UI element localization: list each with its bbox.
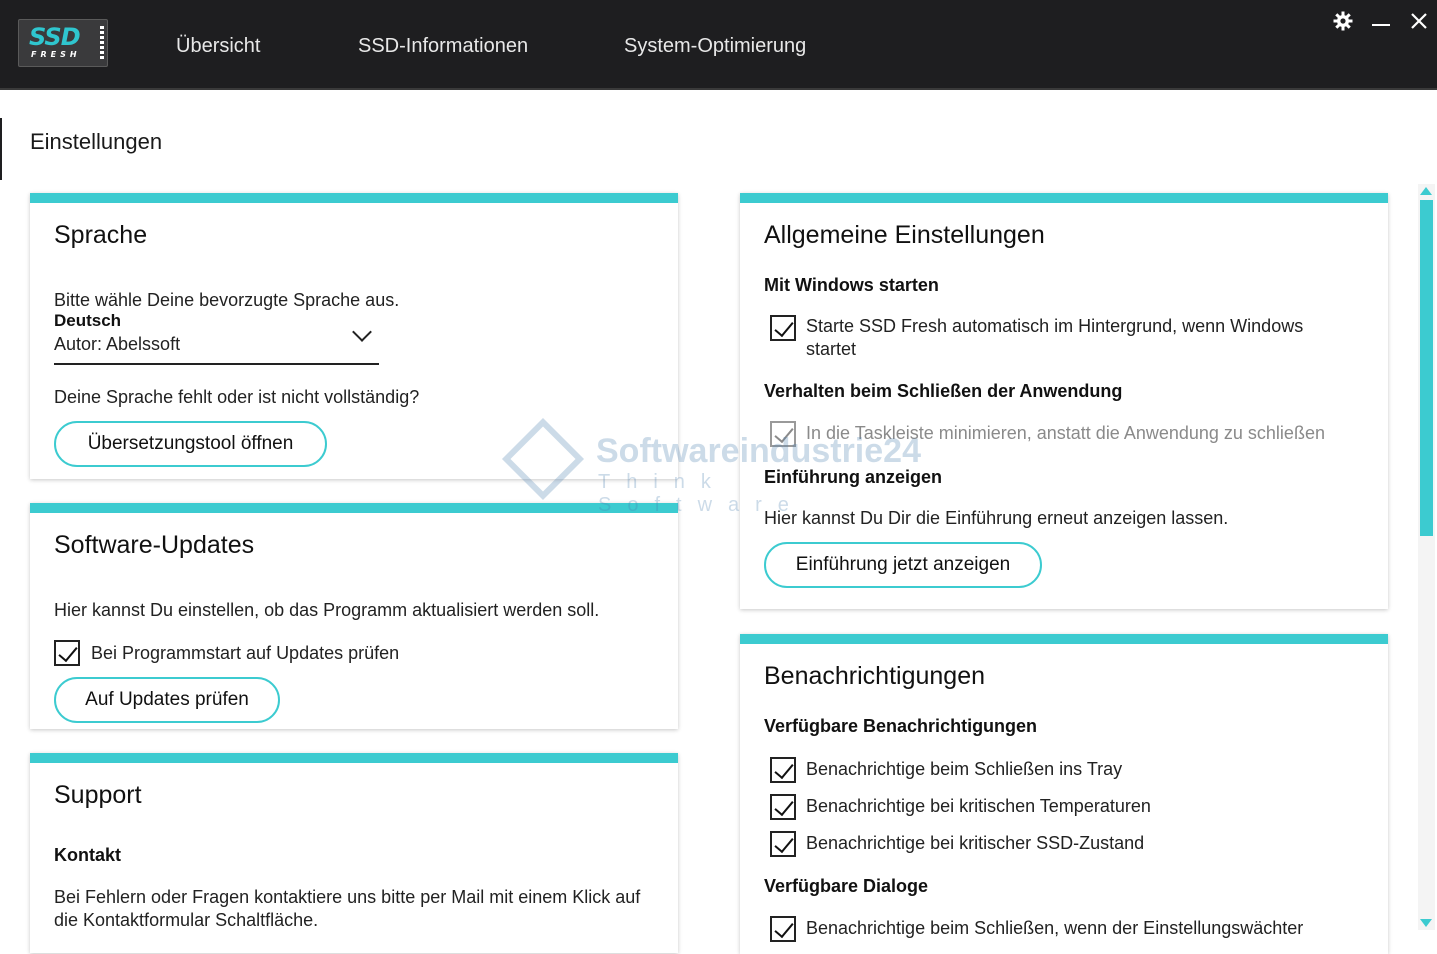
check-updates-button[interactable]: Auf Updates prüfen (54, 677, 280, 723)
gear-icon[interactable] (1330, 8, 1356, 34)
notify-ssd-state-checkbox[interactable] (770, 831, 796, 857)
card-support (30, 753, 678, 953)
left-edge-accent (0, 118, 2, 180)
app-logo[interactable] (18, 19, 108, 67)
card-title-benachrichtigungen: Benachrichtigungen (764, 662, 985, 690)
intro-text: Hier kannst Du Dir die Einführung erneut anzeigen lassen. (764, 508, 1229, 528)
minimize-to-tray-label: In die Taskleiste minimieren, anstatt die Anwendung zu schließen (806, 423, 1325, 443)
dialog-settings-watcher-checkbox[interactable] (770, 916, 796, 942)
nav-uebersicht[interactable]: Übersicht (176, 35, 261, 57)
scroll-up-arrow-icon[interactable] (1418, 184, 1435, 198)
language-prompt: Bitte wähle Deine bevorzugte Sprache aus. (54, 290, 400, 310)
card-benachrichtigungen (740, 634, 1388, 954)
windows-start-checkbox[interactable] (770, 315, 796, 341)
available-notifications-heading: Verfügbare Benachrichtigungen (764, 716, 1038, 736)
card-software-updates (30, 503, 678, 729)
update-on-start-label: Bei Programmstart auf Updates prüfen (91, 643, 400, 663)
close-icon[interactable] (1406, 8, 1432, 34)
card-title-sprache: Sprache (54, 221, 148, 249)
language-dropdown[interactable] (54, 309, 379, 365)
selected-language-author: Autor: Abelssoft (54, 334, 181, 354)
chevron-down-icon (352, 322, 372, 342)
notify-temperature-label: Benachrichtige bei kritischen Temperaturen (806, 796, 1151, 816)
notify-tray-label: Benachrichtige beim Schließen ins Tray (806, 759, 1123, 779)
notify-tray-checkbox[interactable] (770, 757, 796, 783)
contact-heading: Kontakt (54, 845, 121, 865)
card-title-allgemein: Allgemeine Einstellungen (764, 221, 1045, 249)
scroll-down-arrow-icon[interactable] (1418, 916, 1435, 930)
notify-temperature-checkbox[interactable] (770, 794, 796, 820)
watermark-sub-text: Think Software (598, 471, 805, 516)
updates-description: Hier kannst Du einstellen, ob das Programm aktualisiert werden soll. (54, 600, 600, 620)
title-bar (0, 0, 1437, 90)
logo-main-text: SSD (29, 23, 80, 51)
dialog-settings-watcher-label: Benachrichtige beim Schließen, wenn der Einstellungswächter (806, 918, 1304, 938)
update-on-start-checkbox[interactable] (54, 640, 80, 666)
notify-ssd-state-label: Benachrichtige bei kritischer SSD-Zustand (806, 833, 1145, 853)
card-allgemeine-einstellungen (740, 193, 1388, 609)
selected-language: Deutsch (54, 311, 122, 330)
vertical-scrollbar[interactable] (1418, 184, 1435, 930)
available-dialogs-heading: Verfügbare Dialoge (764, 876, 929, 896)
nav-system-optimierung[interactable]: System-Optimierung (624, 35, 807, 57)
page-title: Einstellungen (30, 129, 163, 154)
close-behaviour-heading: Verhalten beim Schließen der Anwendung (764, 381, 1123, 401)
minimize-to-tray-checkbox[interactable] (770, 421, 796, 447)
nav-ssd-informationen[interactable]: SSD-Informationen (358, 35, 529, 57)
card-title-updates: Software-Updates (54, 531, 255, 559)
logo-sub-text: FRESH (31, 50, 81, 59)
card-title-support: Support (54, 781, 142, 809)
language-missing-text: Deine Sprache fehlt oder ist nicht vollständig? (54, 387, 420, 407)
watermark-main-text: Softwareindustrie24 (596, 432, 921, 470)
logo-bars (100, 26, 104, 60)
windows-start-label: Starte SSD Fresh automatisch im Hintergrund, wenn Windows startet (806, 316, 1304, 359)
intro-heading: Einführung anzeigen (764, 467, 942, 487)
card-sprache (30, 193, 678, 479)
show-intro-button[interactable]: Einführung jetzt anzeigen (764, 542, 1042, 588)
minimize-icon[interactable] (1368, 8, 1394, 34)
contact-text: Bei Fehlern oder Fragen kontaktiere uns bitte per Mail mit einem Klick auf die Kontaktformular Schaltfläche. (54, 887, 641, 930)
open-translation-tool-button[interactable]: Übersetzungstool öffnen (54, 421, 327, 467)
scrollbar-thumb[interactable] (1420, 200, 1433, 536)
windows-start-heading: Mit Windows starten (764, 275, 939, 295)
